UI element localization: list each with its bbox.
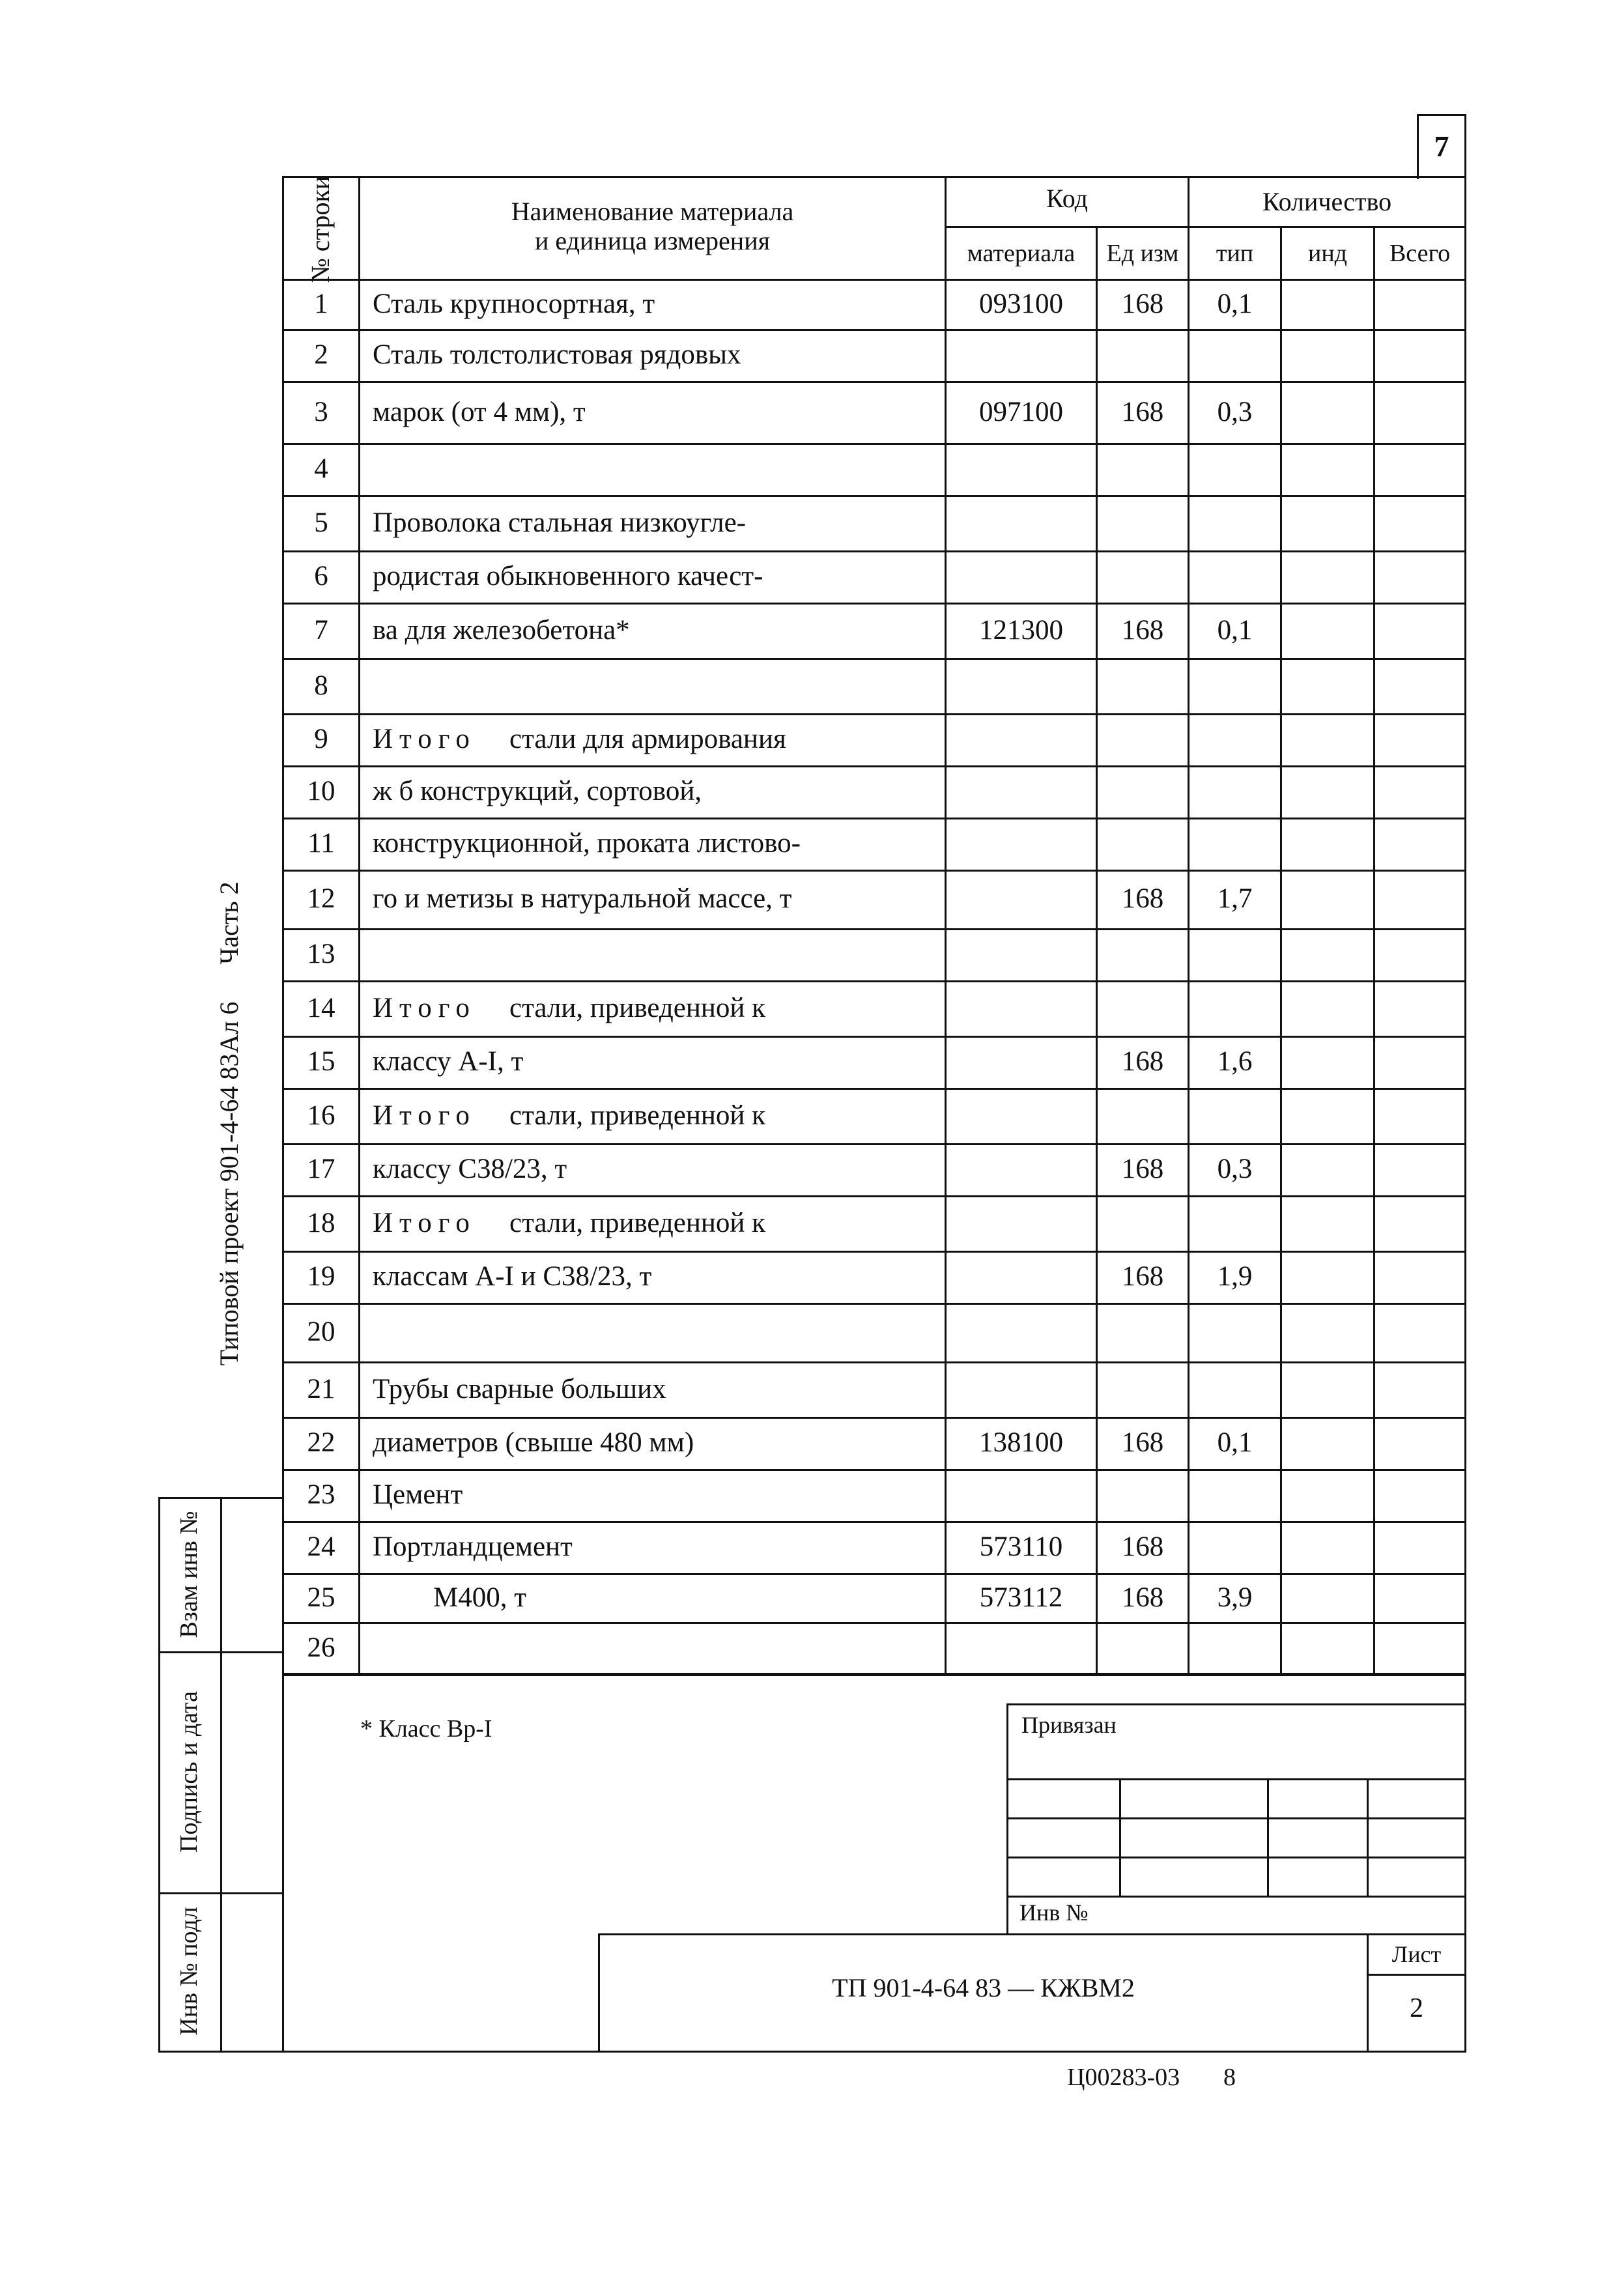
row-material-code: 097100 — [979, 397, 1063, 427]
row-name: ж б конструкций, сортовой, — [373, 776, 702, 806]
row-total-prefix: Итого — [373, 1208, 476, 1238]
stamp-sheet-label: Лист — [1391, 1941, 1442, 1967]
row-number: 11 — [307, 828, 335, 859]
row-material-code: 093100 — [979, 289, 1063, 319]
row-name: стали, приведенной к — [509, 993, 766, 1023]
row-name: Портландцемент — [373, 1531, 573, 1562]
row-name: стали, приведенной к — [509, 1208, 766, 1238]
row-number: 7 — [314, 615, 328, 646]
row-name: ва для железобетона* — [373, 615, 630, 646]
row-qty-type: 1,6 — [1217, 1046, 1253, 1077]
row-number: 20 — [307, 1316, 335, 1347]
row-name: Сталь крупносортная, т — [373, 289, 655, 319]
header-row-number: № строки — [306, 175, 335, 283]
row-material-code: 573110 — [979, 1531, 1063, 1562]
row-unit-code: 168 — [1121, 289, 1164, 319]
row-number: 2 — [314, 339, 328, 370]
row-qty-type: 0,3 — [1217, 397, 1253, 427]
row-name: классу С38/23, т — [373, 1154, 567, 1184]
stamp-bound-label: Привязан — [1021, 1712, 1117, 1738]
row-unit-code: 168 — [1121, 615, 1164, 646]
header-code-unit: Ед изм — [1106, 240, 1179, 267]
row-number: 5 — [314, 507, 328, 538]
row-total-prefix: Итого — [373, 1100, 476, 1131]
row-qty-type: 3,9 — [1217, 1582, 1253, 1613]
row-material-code: 121300 — [979, 615, 1063, 646]
header-quantity: Количество — [1262, 187, 1392, 216]
row-name: конструкционной, проката листово- — [373, 828, 801, 859]
row-unit-code: 168 — [1121, 1261, 1164, 1292]
row-name: стали для армирования — [509, 724, 786, 754]
row-unit-code: 168 — [1121, 1531, 1164, 1562]
row-number: 26 — [307, 1632, 335, 1663]
footnote: * Класс Вр-I — [360, 1715, 492, 1743]
row-qty-type: 0,1 — [1217, 1427, 1253, 1458]
header-qty-total: Всего — [1389, 240, 1451, 267]
bottom-code: Ц00283-03 — [1067, 2064, 1180, 2091]
page-number: 7 — [1434, 130, 1449, 163]
row-number: 14 — [307, 993, 335, 1023]
row-name: Сталь толстолистовая рядовых — [373, 339, 741, 370]
row-name: классу А-I, т — [373, 1046, 524, 1077]
row-number: 24 — [307, 1531, 335, 1562]
header-name-line1: Наименование материала — [511, 197, 794, 226]
row-unit-code: 168 — [1121, 397, 1164, 427]
row-material-code: 573112 — [979, 1582, 1063, 1613]
row-name: М400, т — [433, 1582, 527, 1613]
row-name: родистая обыкновенного качест- — [373, 561, 763, 591]
header-qty-ind: инд — [1307, 240, 1347, 267]
row-total-prefix: Итого — [373, 724, 476, 754]
row-name: классам А-I и С38/23, т — [373, 1261, 652, 1292]
row-number: 18 — [307, 1208, 335, 1238]
row-unit-code: 168 — [1121, 1582, 1164, 1613]
row-number: 9 — [314, 724, 328, 754]
row-unit-code: 168 — [1121, 1046, 1164, 1077]
row-name: диаметров (свыше 480 мм) — [373, 1427, 694, 1458]
row-name: Цемент — [373, 1479, 463, 1510]
stamp-sheet-number: 2 — [1410, 1993, 1423, 2023]
stamp-doc-code: ТП 901-4-64 83 — КЖВМ2 — [832, 1973, 1135, 2002]
row-number: 4 — [314, 453, 328, 484]
side-album: Ал 6 — [214, 1001, 244, 1053]
header-code: Код — [1046, 184, 1088, 213]
stamp-inv-label: Инв № — [1019, 1900, 1089, 1926]
row-number: 3 — [314, 397, 328, 427]
header-name-line2: и единица измерения — [534, 226, 771, 255]
row-number: 22 — [307, 1427, 335, 1458]
row-number: 6 — [314, 561, 328, 591]
row-qty-type: 0,1 — [1217, 289, 1253, 319]
row-number: 8 — [314, 670, 328, 701]
row-name: Проволока стальная низкоугле- — [373, 507, 746, 538]
row-number: 15 — [307, 1046, 335, 1077]
row-qty-type: 1,7 — [1217, 883, 1253, 914]
row-material-code: 138100 — [979, 1427, 1063, 1458]
row-name: стали, приведенной к — [509, 1100, 766, 1131]
row-unit-code: 168 — [1121, 1154, 1164, 1184]
row-number: 10 — [307, 776, 335, 806]
row-name: Трубы сварные больших — [373, 1374, 666, 1404]
row-unit-code: 168 — [1121, 883, 1164, 914]
row-qty-type: 0,1 — [1217, 615, 1253, 646]
row-number: 12 — [307, 883, 335, 914]
side-project: Типовой проект 901-4-64 83 — [214, 1053, 244, 1366]
row-name: марок (от 4 мм), т — [373, 397, 586, 427]
row-number: 1 — [314, 289, 328, 319]
row-number: 16 — [307, 1100, 335, 1131]
bottom-page: 8 — [1223, 2064, 1236, 2091]
row-number: 23 — [307, 1479, 335, 1510]
side-box-vzam: Взам инв № — [175, 1511, 203, 1638]
row-qty-type: 1,9 — [1217, 1261, 1253, 1292]
row-qty-type: 0,3 — [1217, 1154, 1253, 1184]
row-unit-code: 168 — [1121, 1427, 1164, 1458]
row-number: 17 — [307, 1154, 335, 1184]
side-box-sign: Подпись и дата — [175, 1690, 203, 1853]
row-number: 21 — [307, 1374, 335, 1404]
header-qty-type: тип — [1216, 240, 1254, 267]
row-total-prefix: Итого — [373, 993, 476, 1023]
side-box-inv-podl: Инв № подл — [175, 1907, 203, 2036]
side-part: Часть 2 — [214, 881, 244, 965]
row-name: го и метизы в натуральной массе, т — [373, 883, 792, 914]
row-number: 13 — [307, 939, 335, 969]
header-code-material: материала — [967, 240, 1076, 267]
row-number: 25 — [307, 1582, 335, 1613]
row-number: 19 — [307, 1261, 335, 1292]
